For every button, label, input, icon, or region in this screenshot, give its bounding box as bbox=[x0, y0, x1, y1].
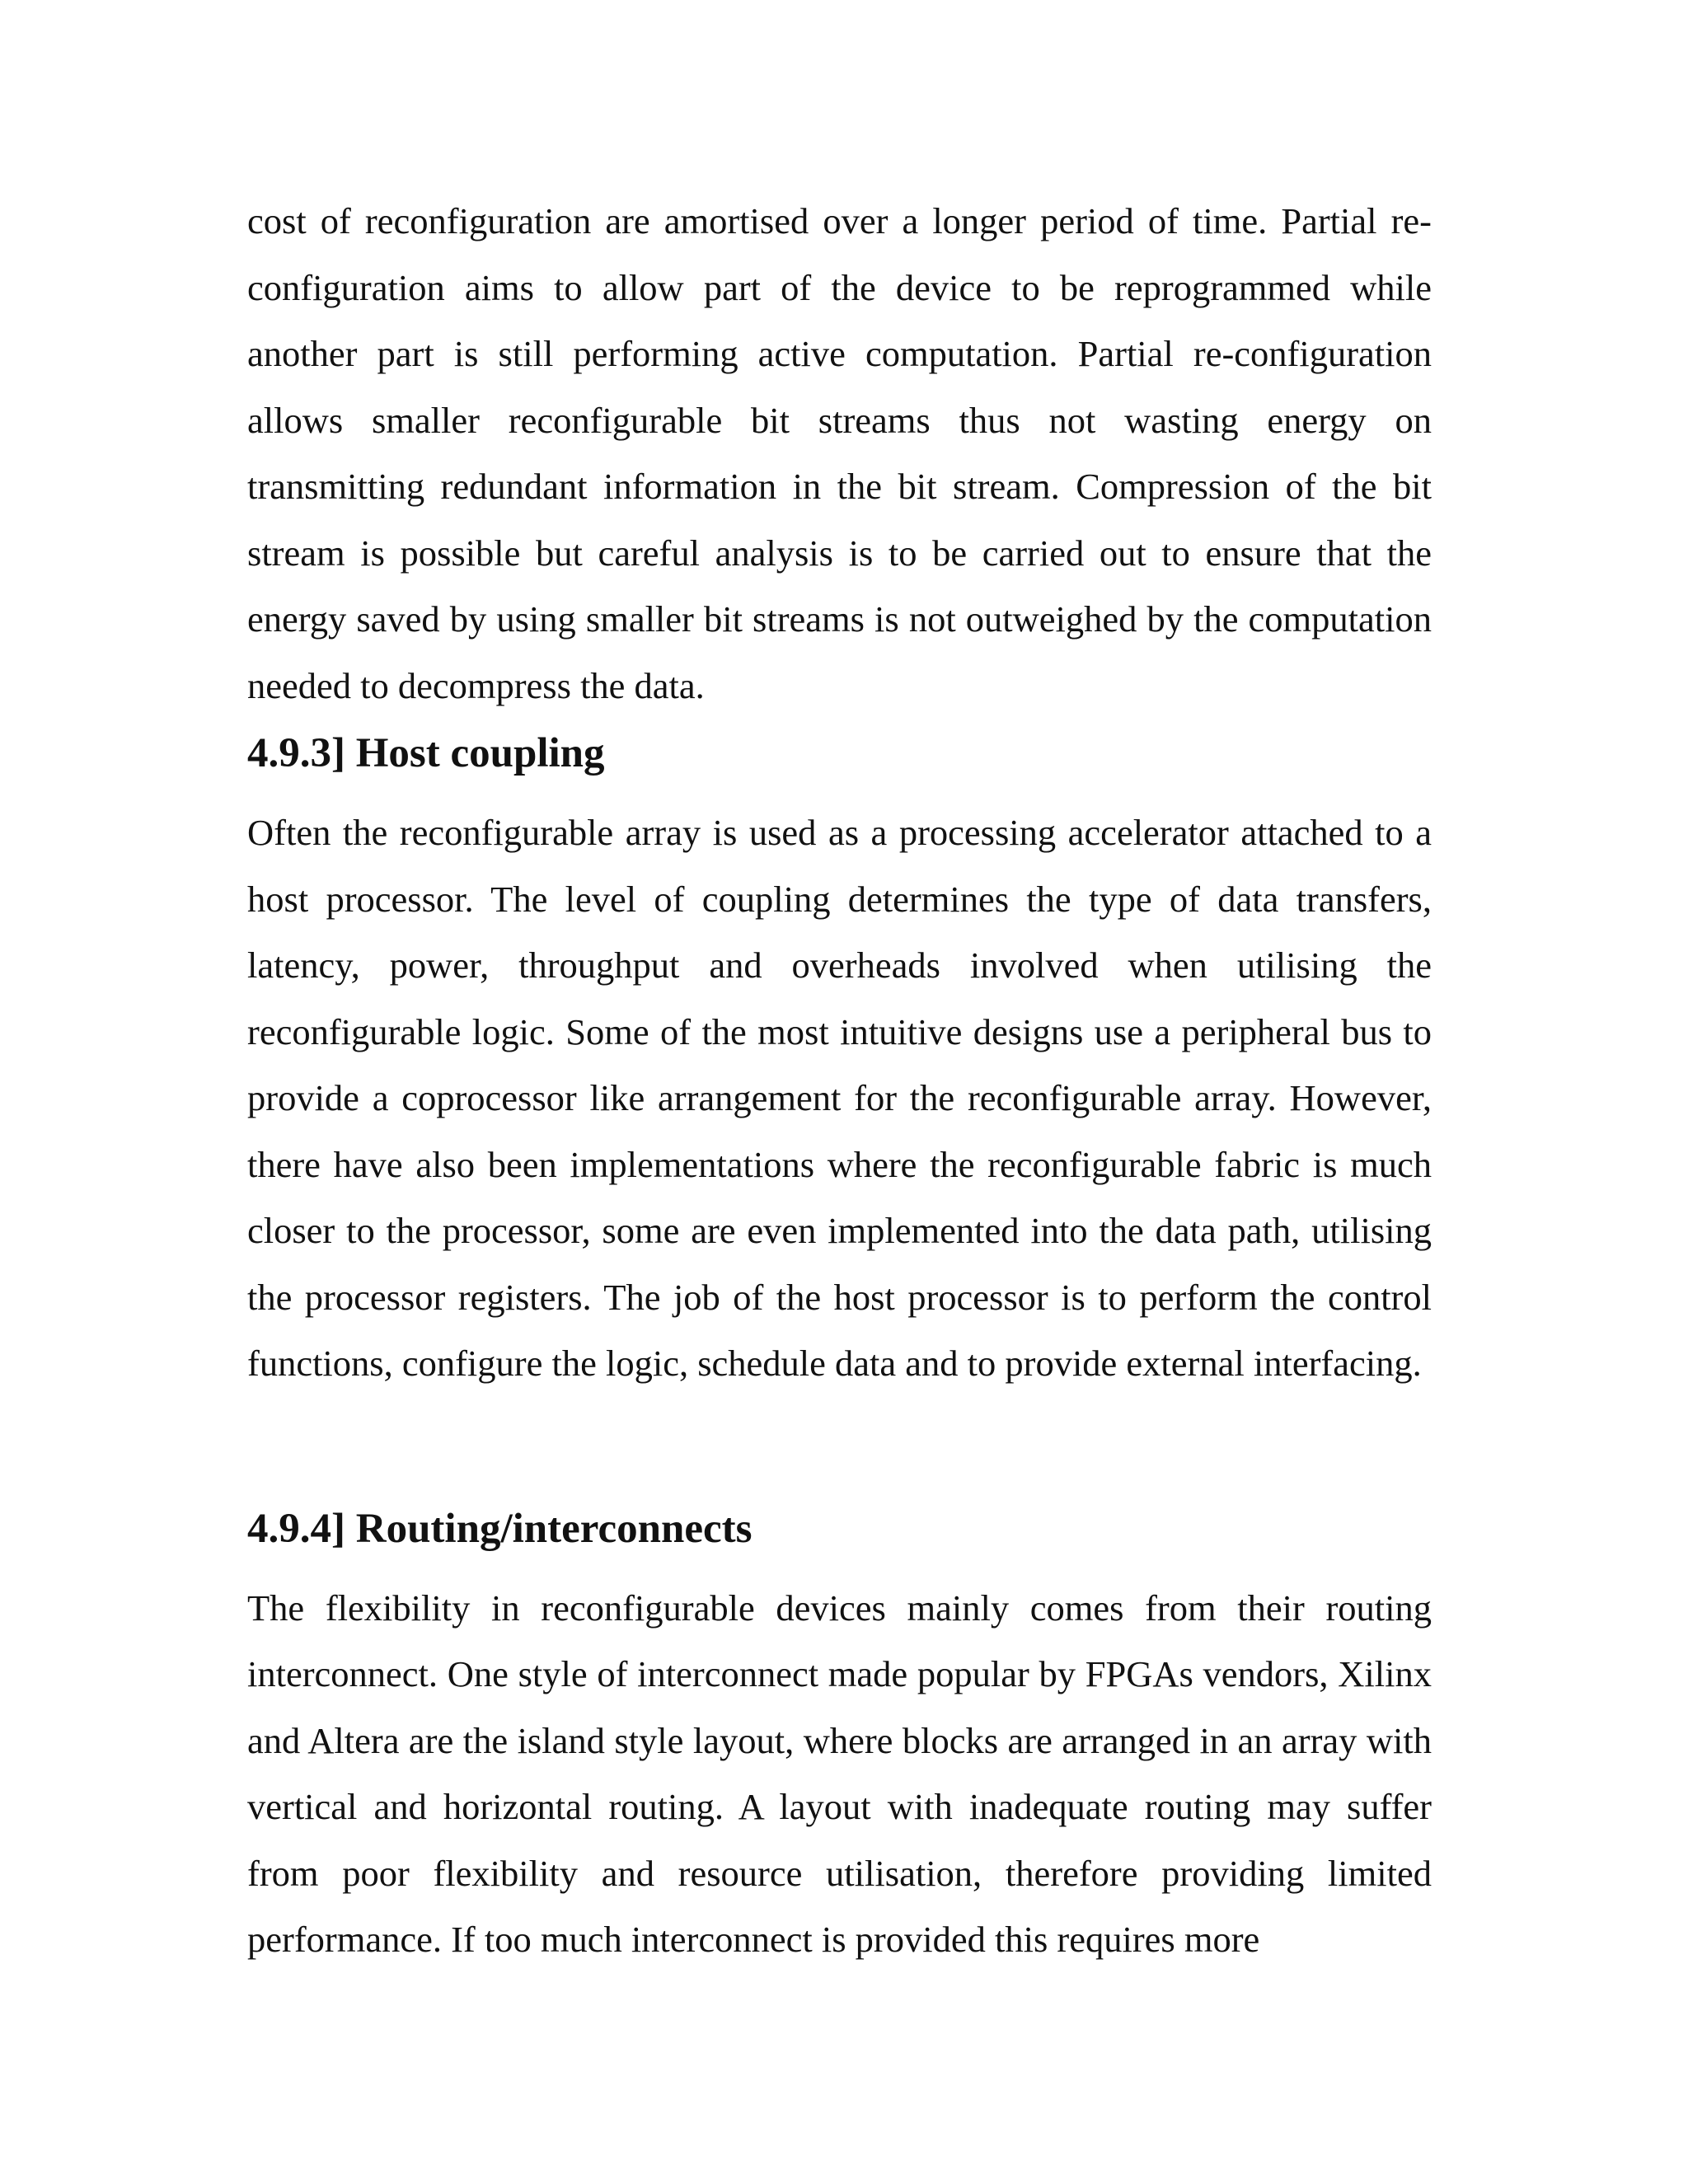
page-content bbox=[247, 188, 1432, 1973]
paragraph-routing-interconnects: The flexibility in reconfigurable devices mainly comes from their routing interconnect. One style of interconnect made popular by FPGAs vendors, Xilinx and Altera are the island style layout, where blocks are arranged in an array with vertical and horizontal routing. A layout with inadequate routing may suffer from poor flexibility and resource utilisation, therefore providing limited performance. If too much interconnect is provided this requires more bbox=[247, 1586, 1432, 1960]
section-heading-routing-interconnects: 4.9.4] Routing/interconnects bbox=[247, 1505, 753, 1552]
section-heading-host-coupling: 4.9.3] Host coupling bbox=[247, 730, 605, 776]
paragraph-host-coupling: Often the reconfigurable array is used as a processing accelerator attached to a host processor. The level of coupling determines the type of data transfers, latency, power, throughput and overheads involved when utilising the reconfigurable logic. Some of the most intuitive designs use a peripheral bus to provide a coprocessor like arrangement for the reconfigurable array. However, there have also been implementations where the reconfigurable fabric is much closer to the processor, some are even implemented into the data path, utilising the processor registers. The job of the host processor is to perform the control functions, configure the logic, schedule data and to provide external interfacing. bbox=[247, 812, 1432, 1384]
paragraph-reconfiguration-cost: cost of reconfiguration are amortised over a longer period of time. Partial re-configuration aims to allow part of the device to be reprogrammed while another part is still performing active computation. Partial re-configuration allows smaller reconfigurable bit streams thus not wasting energy on transmitting redundant information in the bit stream. Compression of the bit stream is possible but careful analysis is to be carried out to ensure that the energy saved by using smaller bit streams is not outweighed by the computation needed to decompress the data. bbox=[247, 200, 1432, 706]
